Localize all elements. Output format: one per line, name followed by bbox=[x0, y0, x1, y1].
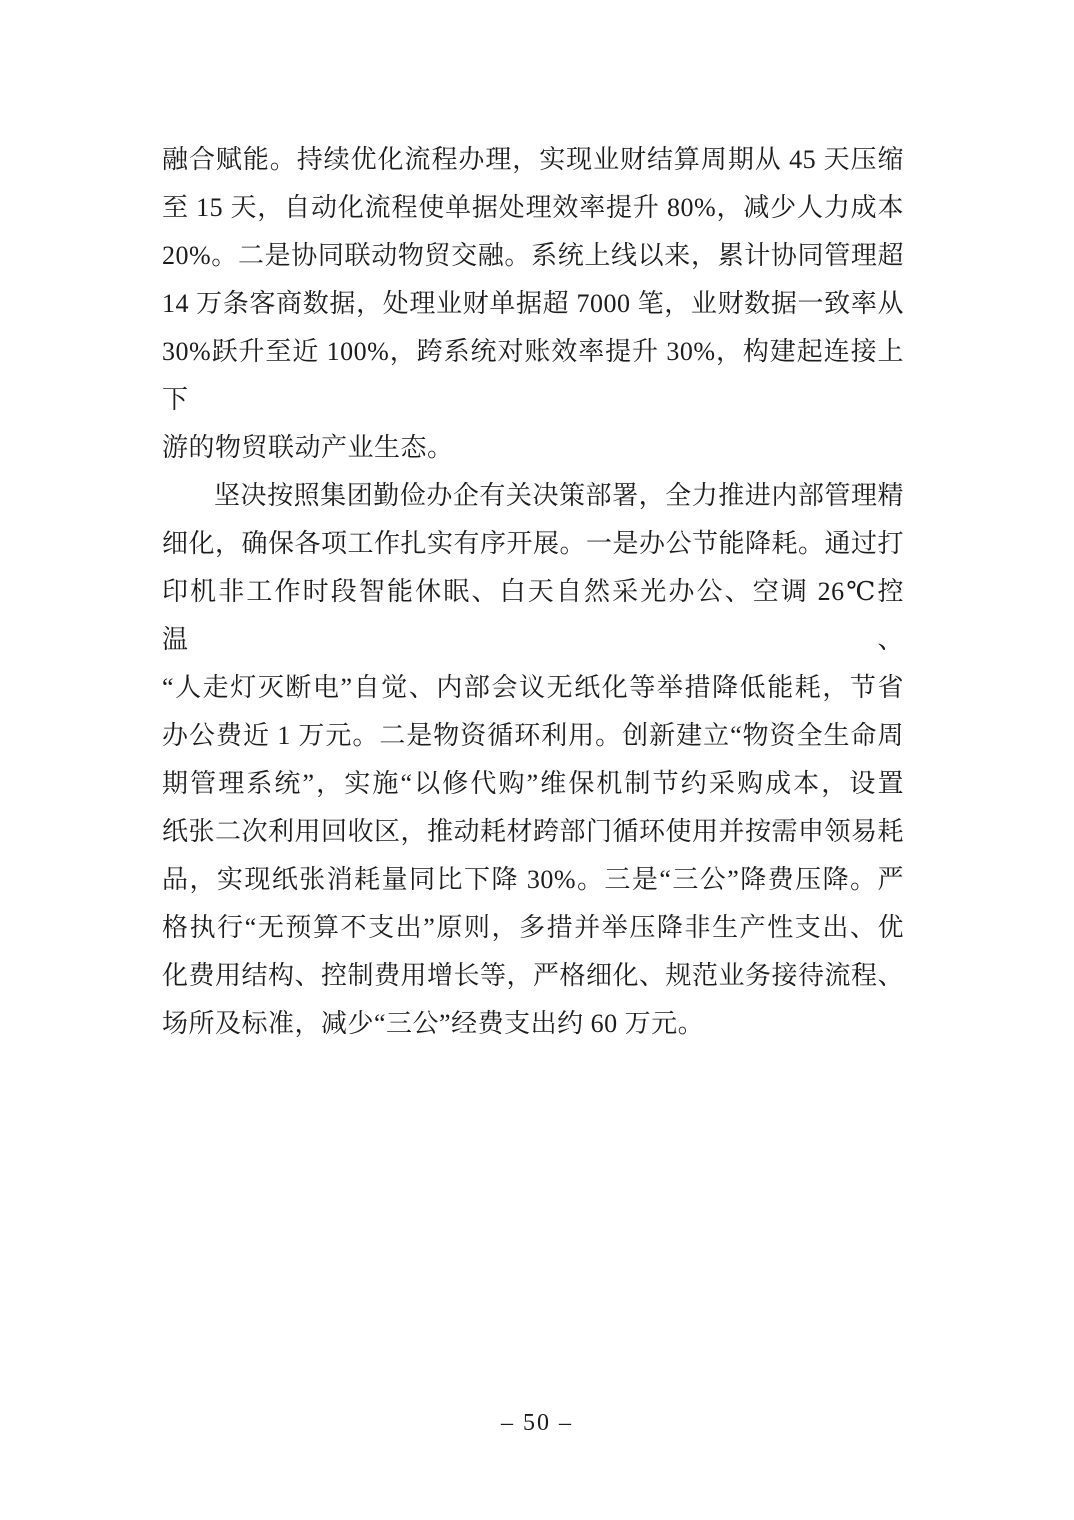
text-line: 30%跃升至近 100%，跨系统对账效率提升 30%，构建起连接上下 bbox=[162, 337, 904, 414]
text-line: 20%。二是协同联动物贸交融。系统上线以来，累计协同管理超 bbox=[162, 241, 904, 270]
text-line: 融合赋能。持续优化流程办理，实现业财结算周期从 45 天压缩 bbox=[162, 145, 904, 174]
text-line: 格执行“无预算不支出”原则，多措并举压降非生产性支出、优 bbox=[162, 913, 904, 942]
text-line: 化费用结构、控制费用增长等，严格细化、规范业务接待流程、 bbox=[162, 961, 905, 990]
text-line: 纸张二次利用回收区，推动耗材跨部门循环使用并按需申领易耗 bbox=[162, 817, 905, 846]
text-line: 14 万条客商数据，处理业财单据超 7000 笔，业财数据一致率从 bbox=[162, 289, 904, 318]
text-line: 办公费近 1 万元。二是物资循环利用。创新建立“物资全生命周 bbox=[162, 721, 904, 750]
text-line: 期管理系统”，实施“以修代购”维保机制节约采购成本，设置 bbox=[162, 769, 904, 798]
text-line: 印机非工作时段智能休眠、白天自然采光办公、空调 26℃控温、 bbox=[162, 577, 904, 654]
text-line: 细化，确保各项工作扎实有序开展。一是办公节能降耗。通过打 bbox=[162, 529, 905, 558]
text-line-paragraph-end: 游的物贸联动产业生态。 bbox=[162, 433, 454, 462]
page-number: – 50 – bbox=[501, 1410, 573, 1436]
text-line-paragraph-end: 场所及标准，减少“三公”经费支出约 60 万元。 bbox=[162, 1009, 705, 1038]
text-line: 至 15 天，自动化流程使单据处理效率提升 80%，减少人力成本 bbox=[162, 193, 904, 222]
text-line-paragraph-start: 坚决按照集团勤俭办企有关决策部署，全力推进内部管理精 bbox=[214, 481, 904, 510]
text-line: “人走灯灭断电”自觉、内部会议无纸化等举措降低能耗，节省 bbox=[162, 673, 904, 702]
document-body bbox=[162, 136, 904, 1048]
text-line: 品，实现纸张消耗量同比下降 30%。三是“三公”降费压降。严 bbox=[162, 865, 904, 894]
